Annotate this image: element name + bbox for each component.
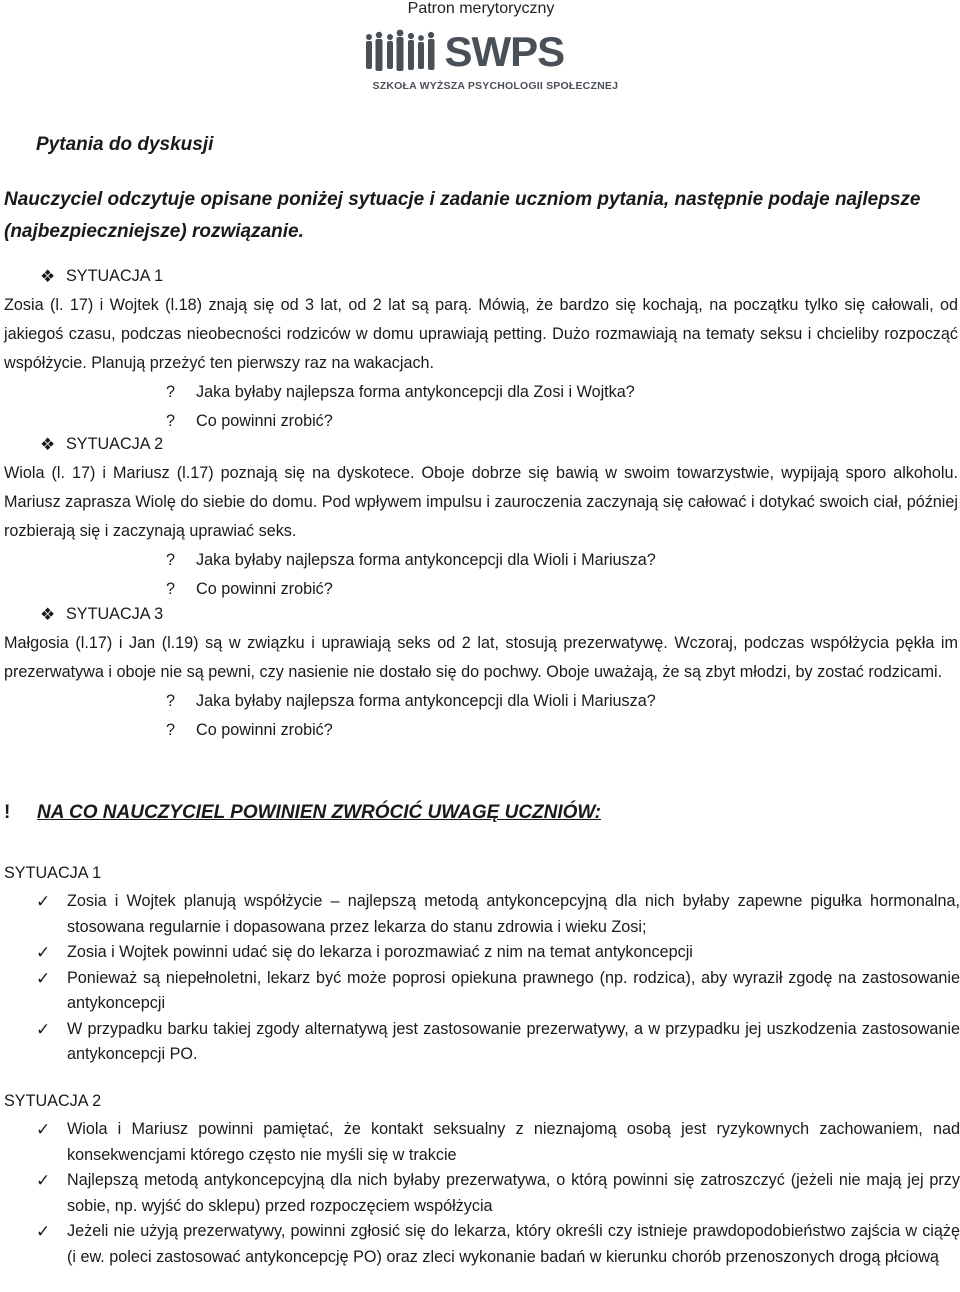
patron-label: Patron merytoryczny bbox=[407, 0, 555, 17]
diamond-bullet-icon: ❖ bbox=[40, 267, 56, 286]
situation-heading bbox=[4, 430, 958, 459]
question-mark-icon: ? bbox=[166, 551, 176, 569]
list-item-text: Zosia i Wojtek planują współżycie – najlepszą metodą antykoncepcyjną dla nich byłaby zapewne pigułka hormonalna, stosowana regularnie i dopasowana przez lekarza do stanu zdrowia i wieku Zosi; bbox=[67, 892, 960, 936]
checkmark-icon: ✓ bbox=[36, 892, 51, 911]
question-mark-icon: ? bbox=[166, 721, 176, 739]
situation-heading bbox=[4, 262, 958, 291]
diamond-bullet-icon: ❖ bbox=[40, 605, 56, 624]
question-item bbox=[4, 378, 958, 407]
question-text: Co powinni zrobić? bbox=[196, 580, 333, 598]
question-mark-icon: ? bbox=[166, 580, 176, 598]
answer-heading-1: SYTUACJA 1 bbox=[4, 864, 102, 882]
exclamation-icon: ! bbox=[4, 802, 11, 823]
teacher-notes-heading bbox=[4, 802, 601, 824]
list-item bbox=[4, 1219, 960, 1270]
situation-2 bbox=[4, 430, 958, 604]
checkmark-icon: ✓ bbox=[36, 1171, 51, 1190]
checkmark-icon: ✓ bbox=[36, 968, 51, 988]
list-item bbox=[4, 1117, 960, 1168]
list-item bbox=[4, 1017, 960, 1068]
list-item bbox=[4, 889, 960, 940]
logo-wordmark: SWPS bbox=[444, 28, 565, 75]
question-text: Jaka byłaby najlepsza forma antykoncepcji dla Wioli i Mariusza? bbox=[196, 551, 656, 569]
list-item-text: W przypadku barku takiej zgody alternatywą jest zastosowanie prezerwatywy, a w przypadku jej uszkodzenia zastosowanie antykoncepcji PO. bbox=[67, 1019, 960, 1063]
question-mark-icon: ? bbox=[166, 412, 176, 430]
teacher-notes-title: NA CO NAUCZYCIEL POWINIEN ZWRÓCIĆ UWAGĘ UCZNIÓW: bbox=[37, 802, 601, 823]
list-item bbox=[4, 1168, 960, 1219]
situation-text: Zosia (l. 17) i Wojtek (l.18) znają się od 3 lat, od 2 lat są parą. Mówią, że bardzo się kochają, na początku tylko się całowali, od jakiegoś czasu, podczas nieobecności rodziców w domu uprawiają petting. Dużo rozmawiają na tematy seksu i chcieliby rozpocząć współżycie. Planują przeżyć ten pierwszy raz na wakacjach. bbox=[4, 296, 958, 372]
question-text: Jaka byłaby najlepsza forma antykoncepcji dla Zosi i Wojtka? bbox=[196, 383, 635, 401]
question-item bbox=[4, 687, 958, 716]
situation-title: SYTUACJA 2 bbox=[66, 435, 164, 453]
intro-paragraph: Nauczyciel odczytuje opisane poniżej sytuacje i zadanie uczniom pytania, następnie podaje najlepsze (najbezpieczniejsze) rozwiązanie. bbox=[4, 189, 921, 242]
answer-list-2 bbox=[4, 1117, 960, 1270]
list-item-text: Najlepszą metodą antykoncepcyjną dla nich byłaby prezerwatywa, o którą powinni się zatroszczyć (jeżeli nie mają jej przy sobie, np. wyjść do sklepu) przed rozpoczęciem współżycia bbox=[67, 1171, 960, 1215]
situation-title: SYTUACJA 3 bbox=[66, 605, 164, 623]
question-text: Co powinni zrobić? bbox=[196, 721, 333, 739]
situation-text: Wiola (l. 17) i Mariusz (l.17) poznają się na dyskotece. Oboje dobrze się bawią w swoim towarzystwie, wypijają sporo alkoholu. Mariusz zaprasza Wiolę do siebie do domu. Pod wpływem impulsu i zauroczenia zaczynają się całować i dotykać swoich ciał, później rozbierają się i zaczynają uprawiać seks. bbox=[4, 464, 958, 540]
situation-heading bbox=[4, 600, 958, 629]
situation-title: SYTUACJA 1 bbox=[66, 267, 164, 285]
document-page bbox=[4, 0, 960, 1266]
answer-list-1 bbox=[4, 889, 960, 1068]
checkmark-icon: ✓ bbox=[36, 1222, 51, 1241]
situation-3 bbox=[4, 600, 958, 745]
question-mark-icon: ? bbox=[166, 692, 176, 710]
situation-1 bbox=[4, 262, 958, 436]
question-text: Jaka byłaby najlepsza forma antykoncepcji dla Wioli i Mariusza? bbox=[196, 692, 656, 710]
question-item bbox=[4, 716, 958, 745]
question-item bbox=[4, 546, 958, 575]
list-item-text: Zosia i Wojtek powinni udać się do lekarza i porozmawiać z nim na temat antykoncepcji bbox=[67, 943, 693, 961]
checkmark-icon: ✓ bbox=[36, 943, 51, 962]
page-title: Pytania do dyskusji bbox=[36, 134, 214, 155]
list-item bbox=[4, 966, 960, 1017]
list-item bbox=[4, 940, 960, 966]
list-item-text: Wiola i Mariusz powinni pamiętać, że kontakt seksualny z nieznajomą osobą jest ryzykownych zachowaniem, nad konsekwencjami którego często nie myśli się w trakcie bbox=[67, 1120, 960, 1164]
logo-subtitle: SZKOŁA WYŻSZA PSYCHOLOGII SPOŁECZNEJ bbox=[372, 80, 619, 92]
list-item-text: Jeżeli nie użyją prezerwatywy, powinni zgłosić się do lekarza, który określi czy istnieje prawdopodobieństwo zajścia w ciążę (i ew. poleci zastosować antykoncepcję PO) oraz zleci wykonanie badań w kierunku chorób przenoszonych drogą płciową bbox=[67, 1222, 960, 1266]
diamond-bullet-icon: ❖ bbox=[40, 435, 56, 454]
answer-heading-2: SYTUACJA 2 bbox=[4, 1092, 102, 1110]
checkmark-icon: ✓ bbox=[36, 1019, 51, 1039]
situation-text: Małgosia (l.17) i Jan (l.19) są w związku i uprawiają seks od 2 lat, stosują prezerwatywę. Wczoraj, podczas współżycia pękła im prezerwatywa i oboje nie są pewni, czy nasienie nie dostało się do pochwy. Oboje uważają, że są zbyt młodzi, by zostać rodzicami. bbox=[4, 634, 958, 681]
people-silhouettes-icon bbox=[359, 28, 445, 78]
checkmark-icon: ✓ bbox=[36, 1120, 51, 1139]
question-mark-icon: ? bbox=[166, 383, 176, 401]
question-text: Co powinni zrobić? bbox=[196, 412, 333, 430]
swps-logo bbox=[4, 28, 958, 98]
list-item-text: Ponieważ są niepełnoletni, lekarz być może poprosi opiekuna prawnego (np. rodzica), aby wyraził zgodę na zastosowanie antykoncepcji bbox=[67, 968, 960, 1012]
